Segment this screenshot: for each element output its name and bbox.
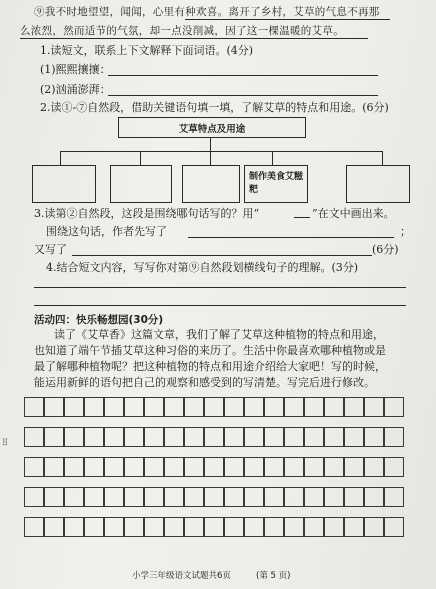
grid-cell[interactable] xyxy=(64,427,84,447)
grid-cell[interactable] xyxy=(224,427,244,447)
grid-cell[interactable] xyxy=(324,517,344,537)
grid-cell[interactable] xyxy=(84,487,104,507)
grid-cell[interactable] xyxy=(364,457,384,477)
grid-cell[interactable] xyxy=(24,457,44,477)
q3-prompt-end: ”在文中画出来。 xyxy=(312,207,395,220)
grid-cell[interactable] xyxy=(164,397,184,417)
grid-cell[interactable] xyxy=(284,487,304,507)
grid-cell[interactable] xyxy=(164,457,184,477)
grid-cell[interactable] xyxy=(324,487,344,507)
grid-cell[interactable] xyxy=(384,397,404,417)
grid-cell[interactable] xyxy=(224,457,244,477)
q1-answer-line-1[interactable] xyxy=(108,75,378,76)
grid-cell[interactable] xyxy=(364,427,384,447)
grid-cell[interactable] xyxy=(364,487,384,507)
grid-cell[interactable] xyxy=(284,427,304,447)
grid-cell[interactable] xyxy=(344,427,364,447)
grid-cell[interactable] xyxy=(104,487,124,507)
grid-cell[interactable] xyxy=(84,457,104,477)
grid-row xyxy=(24,427,408,447)
grid-cell[interactable] xyxy=(264,487,284,507)
grid-cell[interactable] xyxy=(184,517,204,537)
grid-cell[interactable] xyxy=(24,487,44,507)
grid-cell[interactable] xyxy=(44,457,64,477)
grid-cell[interactable] xyxy=(44,397,64,417)
q1-item-2: (2)汹涌澎湃： xyxy=(40,83,111,96)
passage-underline-1 xyxy=(185,19,390,20)
grid-cell[interactable] xyxy=(244,457,264,477)
grid-cell[interactable] xyxy=(324,457,344,477)
grid-cell[interactable] xyxy=(344,517,364,537)
grid-cell[interactable] xyxy=(144,487,164,507)
grid-cell[interactable] xyxy=(144,397,164,417)
grid-cell[interactable] xyxy=(244,427,264,447)
grid-cell[interactable] xyxy=(124,427,144,447)
grid-cell[interactable] xyxy=(224,487,244,507)
grid-cell[interactable] xyxy=(304,487,324,507)
diagram-box-3[interactable] xyxy=(182,165,240,203)
q1-item-1: (1)熙熙攘攘： xyxy=(40,63,111,76)
grid-cell[interactable] xyxy=(184,427,204,447)
grid-cell[interactable] xyxy=(384,457,404,477)
grid-row xyxy=(24,487,408,507)
grid-cell[interactable] xyxy=(364,397,384,417)
diagram-box-4 xyxy=(244,165,308,203)
grid-cell[interactable] xyxy=(224,397,244,417)
grid-cell[interactable] xyxy=(44,517,64,537)
grid-cell[interactable] xyxy=(264,397,284,417)
grid-cell[interactable] xyxy=(184,457,204,477)
grid-cell[interactable] xyxy=(204,487,224,507)
passage-underline-2 xyxy=(20,38,368,39)
activity-text-line-4: 能运用新鲜的语句把自己的观察和感受到的写清楚。写完后进行修改。 xyxy=(34,376,375,389)
grid-cell[interactable] xyxy=(184,397,204,417)
grid-cell[interactable] xyxy=(144,427,164,447)
grid-cell[interactable] xyxy=(204,457,224,477)
diagram-title-box xyxy=(118,117,306,138)
diagram-box-1[interactable] xyxy=(32,165,96,203)
grid-cell[interactable] xyxy=(284,397,304,417)
grid-cell[interactable] xyxy=(164,487,184,507)
grid-cell[interactable] xyxy=(124,487,144,507)
q3-symbol-blank xyxy=(294,217,310,218)
grid-row xyxy=(24,397,408,417)
grid-cell[interactable] xyxy=(244,517,264,537)
grid-cell[interactable] xyxy=(264,457,284,477)
grid-cell[interactable] xyxy=(104,457,124,477)
grid-cell[interactable] xyxy=(244,487,264,507)
q3-line2-end: ； xyxy=(400,225,411,238)
grid-cell[interactable] xyxy=(304,397,324,417)
grid-row xyxy=(24,457,408,477)
grid-cell[interactable] xyxy=(384,427,404,447)
grid-cell[interactable] xyxy=(304,517,324,537)
grid-cell[interactable] xyxy=(124,397,144,417)
diagram-title: 艾草特点及用途 xyxy=(178,124,246,135)
grid-cell[interactable] xyxy=(44,427,64,447)
grid-cell[interactable] xyxy=(384,487,404,507)
grid-row xyxy=(24,517,408,537)
q4-answer-line-2[interactable] xyxy=(34,305,406,306)
grid-cell[interactable] xyxy=(64,397,84,417)
activity-text-line-3: 最了解哪种植物呢？把这种植物的特点和用途介绍给大家吧！写的时候， xyxy=(34,360,386,373)
q3-line2-label: 围绕这句话，作者先写了 xyxy=(46,225,167,238)
grid-cell[interactable] xyxy=(84,427,104,447)
grid-cell[interactable] xyxy=(164,427,184,447)
grid-cell[interactable] xyxy=(304,427,324,447)
diagram-box-2[interactable] xyxy=(110,165,172,203)
grid-cell[interactable] xyxy=(104,517,124,537)
passage-line-2: 么浓烈，然而适节的气氛，却一点没削减，因了这一棵温暖的艾草。 xyxy=(20,25,344,37)
grid-cell[interactable] xyxy=(84,517,104,537)
grid-cell[interactable] xyxy=(284,517,304,537)
grid-cell[interactable] xyxy=(384,517,404,537)
grid-cell[interactable] xyxy=(24,517,44,537)
grid-cell[interactable] xyxy=(24,427,44,447)
margin-mark: ㄖ xyxy=(0,437,10,448)
grid-cell[interactable] xyxy=(264,517,284,537)
grid-cell[interactable] xyxy=(204,397,224,417)
grid-cell[interactable] xyxy=(344,487,364,507)
grid-cell[interactable] xyxy=(24,397,44,417)
diagram-box-4-text: 制作美食艾糍粑 xyxy=(249,172,304,195)
q4-answer-line-1[interactable] xyxy=(34,287,406,288)
q3-prompt-start: 3.读第②自然段，这段是围绕哪句话写的？用“ xyxy=(34,207,260,220)
diagram-branch-2 xyxy=(140,151,141,165)
activity-text-line-2: 也知道了端午节插艾草这种习俗的来历了。生活中你最喜欢哪种植物或是 xyxy=(34,344,386,357)
grid-cell[interactable] xyxy=(224,517,244,537)
passage-line-1: ⑨我不时地望望，闻闻，心里有种欢喜。离开了乡村，艾草的气息不再那 xyxy=(34,6,380,18)
grid-cell[interactable] xyxy=(324,397,344,417)
q3-answer-line-2[interactable] xyxy=(72,255,372,256)
grid-cell[interactable] xyxy=(344,457,364,477)
diagram-branch-5 xyxy=(382,151,383,165)
grid-cell[interactable] xyxy=(104,427,124,447)
grid-cell[interactable] xyxy=(124,517,144,537)
grid-cell[interactable] xyxy=(284,457,304,477)
q3-score: (6分) xyxy=(372,243,399,256)
grid-cell[interactable] xyxy=(144,457,164,477)
grid-cell[interactable] xyxy=(244,397,264,417)
grid-cell[interactable] xyxy=(84,397,104,417)
grid-cell[interactable] xyxy=(64,517,84,537)
diagram-branch-3 xyxy=(210,151,211,165)
q1-prompt: 1.读短文，联系上下文解释下面词语。(4分) xyxy=(40,44,254,57)
diagram-box-5[interactable] xyxy=(346,165,410,203)
q4-prompt: 4.结合短文内容，写写你对第⑨自然段划横线句子的理解。(3分) xyxy=(46,261,359,274)
footer-page-count: 小学三年级语文试题共6页 xyxy=(132,571,231,581)
grid-cell[interactable] xyxy=(44,487,64,507)
grid-cell[interactable] xyxy=(144,517,164,537)
grid-cell[interactable] xyxy=(64,487,84,507)
grid-cell[interactable] xyxy=(184,487,204,507)
activity-title: 活动四：快乐畅想园(30分) xyxy=(34,314,164,326)
diagram-stem xyxy=(210,137,211,151)
q2-prompt: 2.读①-⑦自然段，借助关键语句填一填，了解艾草的特点和用途。(6分) xyxy=(40,101,389,114)
grid-cell[interactable] xyxy=(204,427,224,447)
q3-line3-label: 又写了 xyxy=(34,243,67,256)
grid-cell[interactable] xyxy=(324,427,344,447)
grid-cell[interactable] xyxy=(104,397,124,417)
grid-cell[interactable] xyxy=(164,517,184,537)
footer-page-number: (第 5 页) xyxy=(256,571,291,581)
diagram-branch-4 xyxy=(272,151,273,165)
grid-cell[interactable] xyxy=(124,457,144,477)
grid-cell[interactable] xyxy=(64,457,84,477)
activity-text-line-1: 读了《艾草香》这篇文章，我们了解了艾草这种植物的特点和用途， xyxy=(54,328,384,341)
grid-cell[interactable] xyxy=(304,457,324,477)
q3-answer-line-1[interactable] xyxy=(188,237,394,238)
diagram-branch-bar xyxy=(60,151,382,152)
grid-cell[interactable] xyxy=(264,427,284,447)
grid-cell[interactable] xyxy=(204,517,224,537)
q1-answer-line-2[interactable] xyxy=(108,95,378,96)
grid-cell[interactable] xyxy=(364,517,384,537)
grid-cell[interactable] xyxy=(344,397,364,417)
diagram-branch-1 xyxy=(60,151,61,165)
